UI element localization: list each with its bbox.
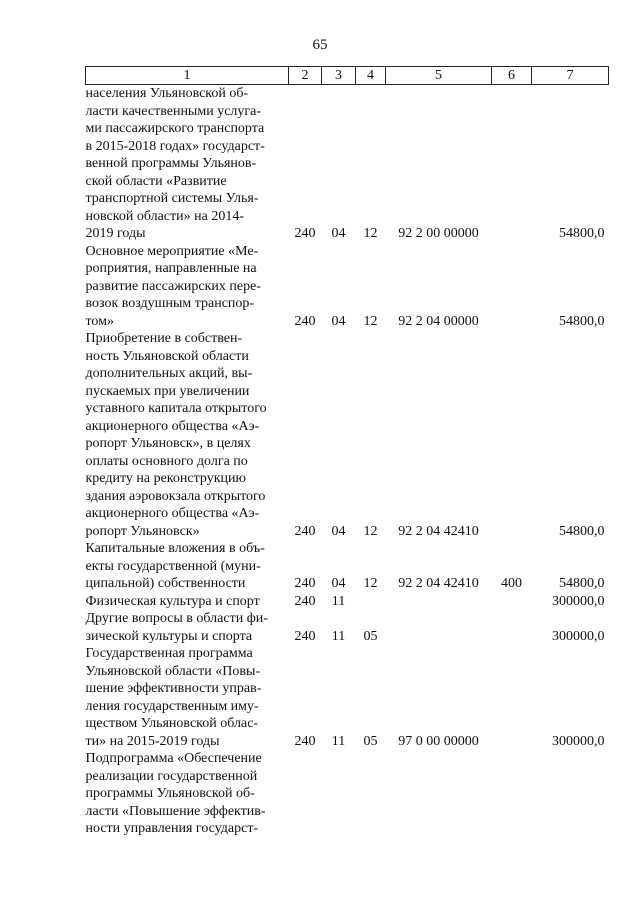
budget-table bbox=[85, 66, 609, 838]
target-article-code bbox=[386, 610, 492, 645]
target-article-code: 92 2 04 42410 bbox=[398, 576, 479, 591]
column-header-1: 1 bbox=[86, 67, 289, 85]
table-row bbox=[86, 593, 609, 611]
section-code: 04 bbox=[331, 226, 346, 241]
page-number: 65 bbox=[312, 37, 328, 53]
column-header-2: 2 bbox=[289, 67, 322, 85]
column-header-4: 4 bbox=[356, 67, 386, 85]
table-row bbox=[86, 750, 609, 838]
ministry-code: 240 bbox=[294, 576, 316, 591]
column-header-7: 7 bbox=[532, 67, 609, 85]
section-code: 11 bbox=[331, 733, 346, 749]
table-row bbox=[86, 243, 609, 331]
subsection-code: 12 bbox=[363, 523, 378, 539]
target-article-code: 97 0 00 00000 bbox=[398, 733, 479, 749]
subsection-code: 05 bbox=[363, 628, 378, 644]
table-row bbox=[86, 645, 609, 750]
subsection-code: 12 bbox=[363, 576, 378, 591]
expense-type-code bbox=[492, 610, 532, 645]
section-code: 11 bbox=[331, 593, 346, 609]
expense-type-code: 400 bbox=[501, 576, 522, 591]
ministry-code bbox=[289, 750, 322, 838]
row-name: Капитальные вложения в объ- екты государственной (муни- ципальной) собственности bbox=[85, 541, 265, 591]
target-article-code: 92 2 04 42410 bbox=[398, 523, 479, 539]
table-row bbox=[86, 85, 609, 243]
expense-type-code bbox=[492, 750, 532, 838]
row-name: Другие вопросы в области фи- зической культуры и спорта bbox=[85, 611, 268, 644]
table-row bbox=[86, 610, 609, 645]
subsection-code: 05 bbox=[363, 733, 378, 749]
table-row bbox=[86, 540, 609, 593]
section-code: 11 bbox=[331, 628, 346, 644]
ministry-code: 240 bbox=[294, 523, 316, 539]
expense-type-code bbox=[492, 243, 532, 331]
amount bbox=[532, 750, 609, 838]
ministry-code: 240 bbox=[294, 628, 316, 644]
subsection-code: 12 bbox=[363, 226, 378, 241]
amount: 54800,0 bbox=[559, 523, 605, 539]
expense-type-code bbox=[492, 85, 532, 243]
row-name: Приобретение в собствен- ность Ульяновской области дополнительных акций, вы- пускаемых при увеличении уставного капитала открытого акционерного общества «Аэ- ропорт Ульяновск», в целях оплаты основного долга по кредиту на реконструкцию здания аэровокзала открытого акционерного общества «Аэ- ропорт Ульяновск» bbox=[85, 331, 267, 539]
amount: 54800,0 bbox=[559, 576, 605, 591]
column-header-3: 3 bbox=[322, 67, 356, 85]
column-header-6: 6 bbox=[492, 67, 532, 85]
row-name: Основное мероприятие «Ме- роприятия, направленные на развитие пассажирских пере- возок воздушным транспор- том» bbox=[85, 243, 261, 329]
row-name: Государственная программа Ульяновской области «Повы- шение эффективности управ- ления государственным иму- ществом Ульяновской облас- ти» на 2015-2019 годы bbox=[85, 646, 262, 749]
row-name: населения Ульяновской об- ласти качественными услуга- ми пассажирского транспорта в 2015-2018 годах» государст- венной программы Ульянов- ской области «Развитие транспортной системы Улья- новской области» на 2014- 2019 годы bbox=[85, 86, 265, 241]
ministry-code: 240 bbox=[294, 733, 316, 749]
target-article-code: 92 2 00 00000 bbox=[398, 226, 479, 241]
subsection-code: 12 bbox=[363, 313, 378, 329]
amount: 300000,0 bbox=[552, 593, 605, 609]
expense-type-code bbox=[492, 593, 532, 611]
amount: 300000,0 bbox=[552, 733, 605, 749]
amount: 54800,0 bbox=[559, 313, 605, 329]
amount: 300000,0 bbox=[552, 628, 605, 644]
target-article-code bbox=[386, 750, 492, 838]
row-name: Подпрограмма «Обеспечение реализации государственной программы Ульяновской об- ласти «Повышение эффектив- ности управления государст- bbox=[85, 751, 266, 836]
subsection-code bbox=[356, 593, 386, 611]
row-name: Физическая культура и спорт bbox=[85, 593, 260, 609]
section-code bbox=[322, 750, 356, 838]
column-header-5: 5 bbox=[386, 67, 492, 85]
section-code: 04 bbox=[331, 523, 346, 539]
amount: 54800,0 bbox=[559, 226, 605, 241]
table-row bbox=[86, 330, 609, 540]
expense-type-code bbox=[492, 330, 532, 540]
ministry-code: 240 bbox=[294, 313, 316, 329]
ministry-code: 240 bbox=[294, 226, 316, 241]
expense-type-code bbox=[492, 645, 532, 750]
target-article-code: 92 2 04 00000 bbox=[398, 313, 479, 329]
subsection-code bbox=[356, 750, 386, 838]
section-code: 04 bbox=[331, 576, 346, 591]
ministry-code: 240 bbox=[294, 593, 316, 609]
section-code: 04 bbox=[331, 313, 346, 329]
table-header bbox=[86, 67, 609, 85]
target-article-code bbox=[386, 593, 492, 611]
